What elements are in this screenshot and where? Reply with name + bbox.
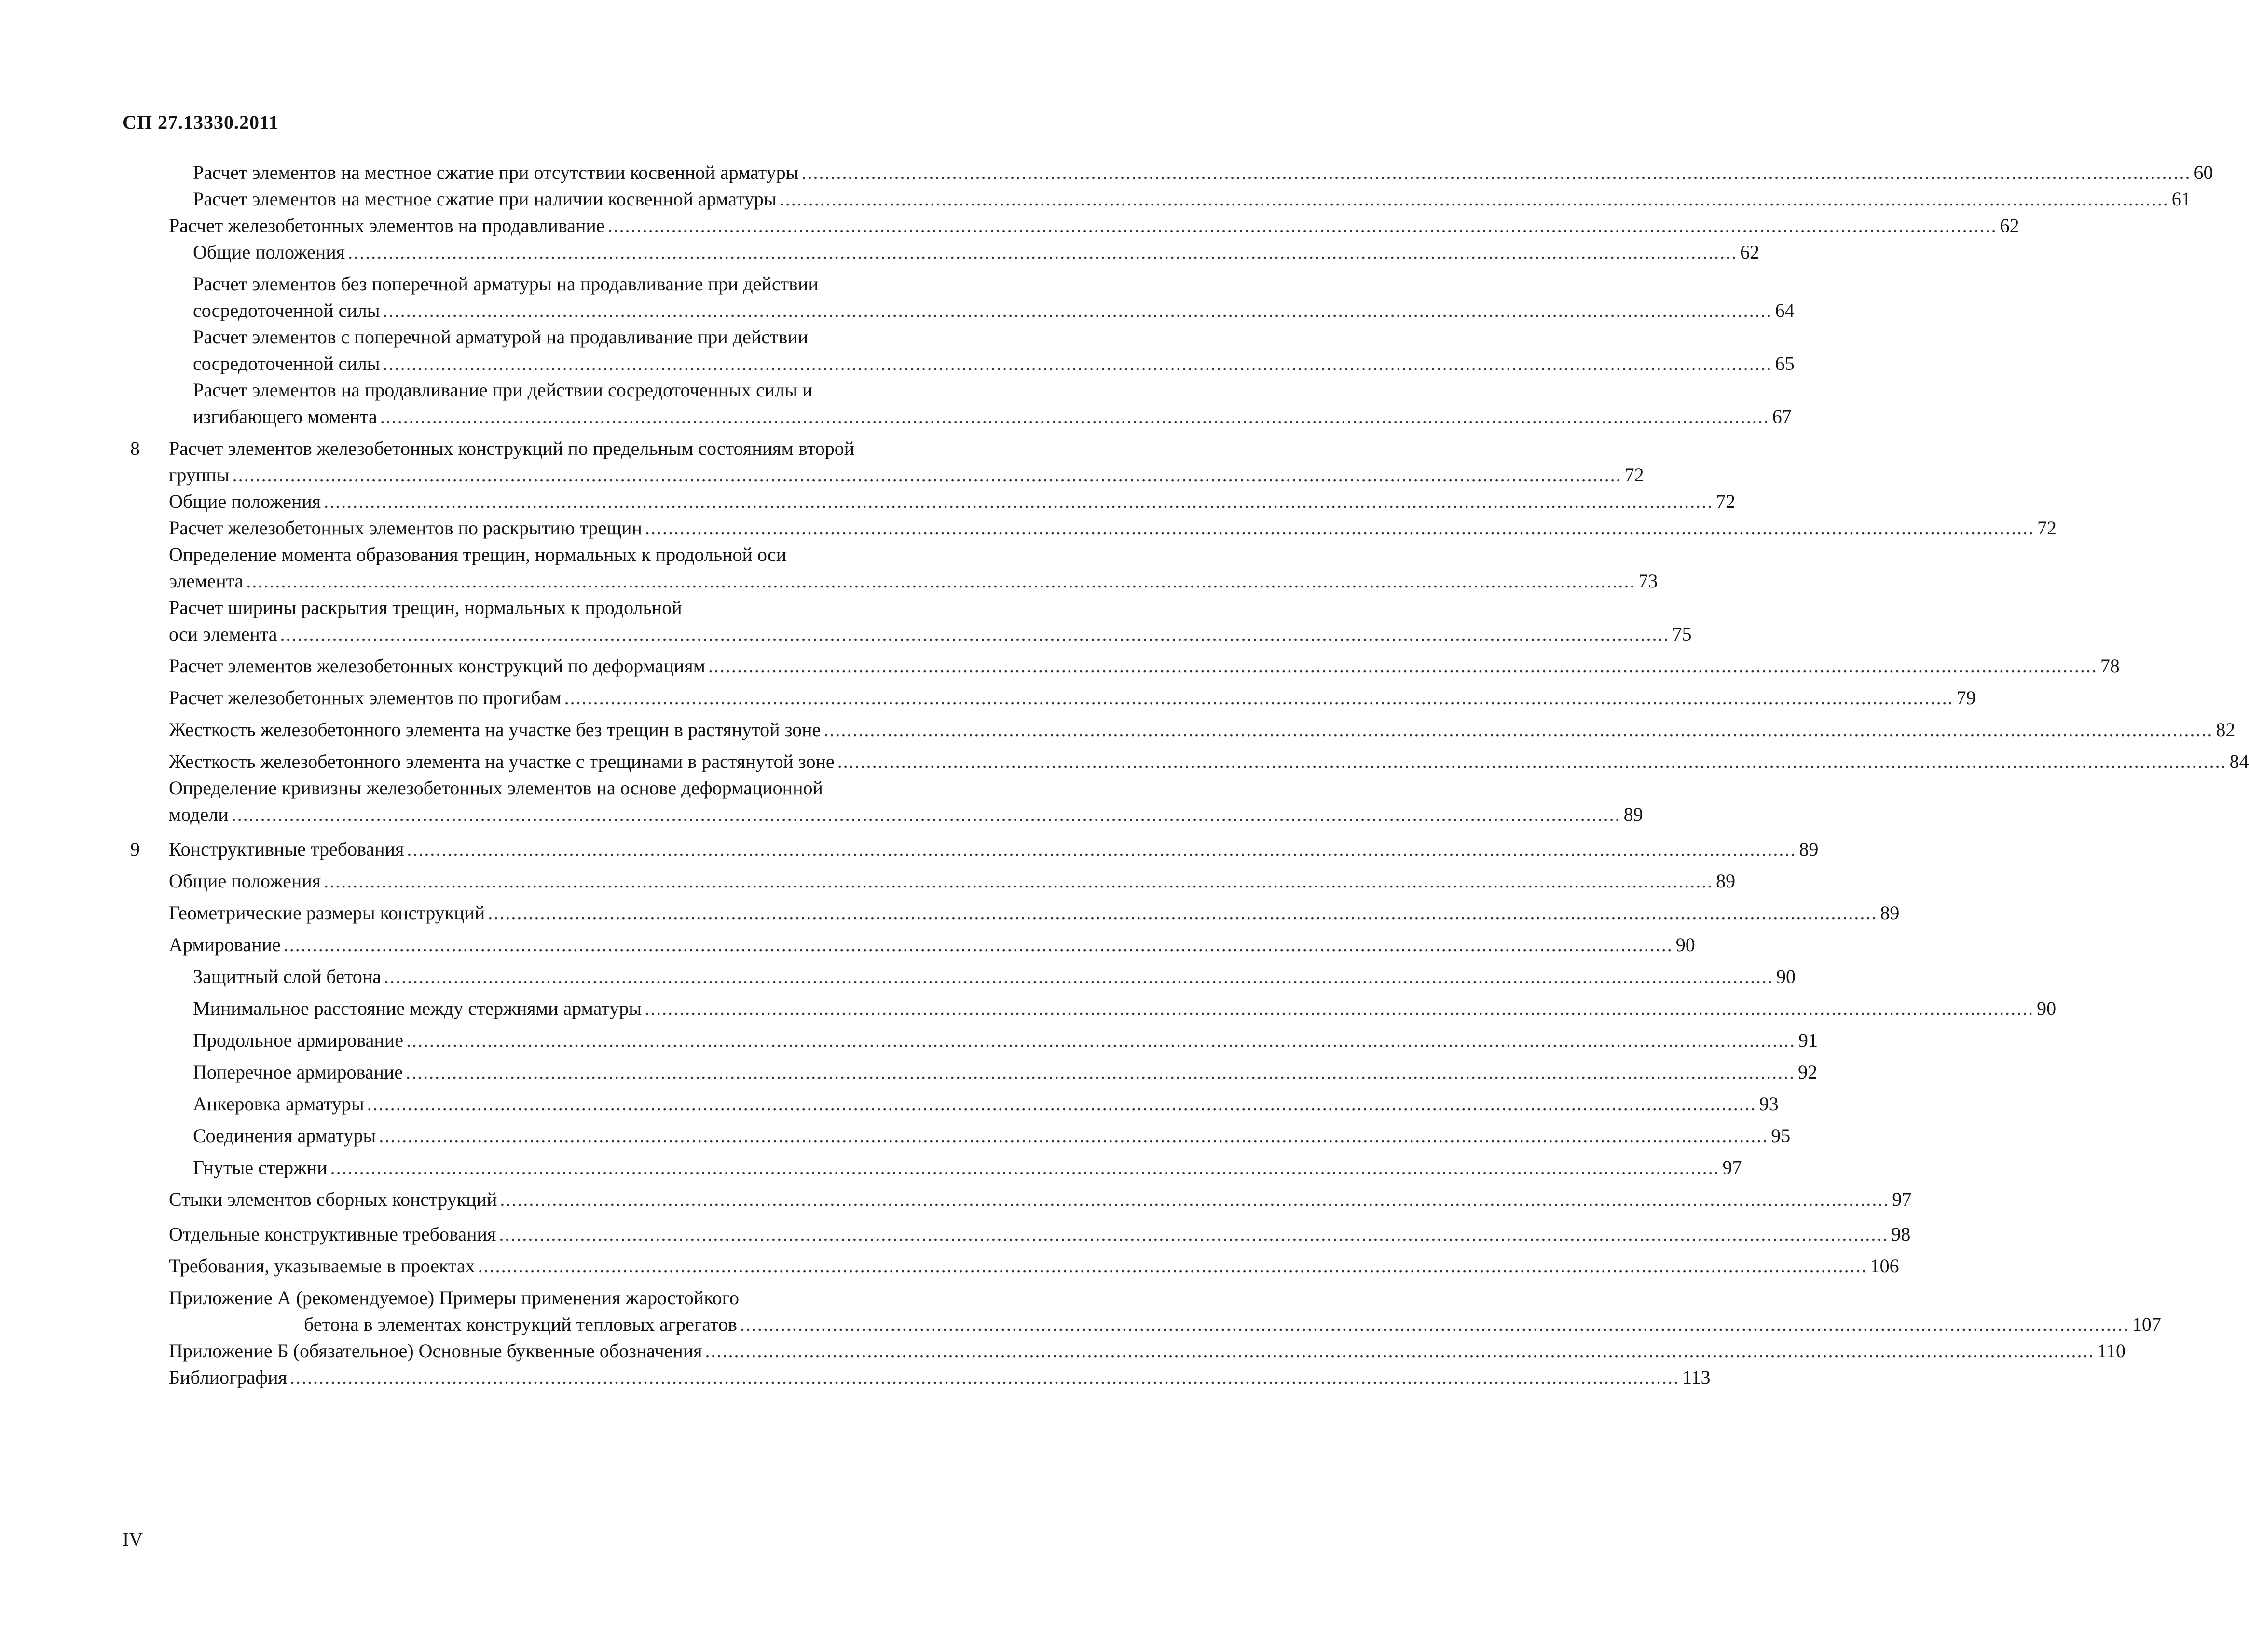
toc-entry[interactable] [123,377,1792,430]
toc-entry[interactable] [123,324,1795,377]
toc-entry[interactable] [123,931,1695,958]
leader-dots: ................................................................................................................................................................................................................................................ [779,188,2169,210]
toc-entry[interactable] [123,995,2057,1022]
toc-entry-title: Расчет ширины раскрытия трещин, нормальных к продольной [169,597,682,618]
document-code-header: СП 27.13330.2011 [123,111,279,133]
leader-dots: ................................................................................................................................................................................................................................................ [801,162,2191,183]
toc-entry-title-cont: группы [169,464,230,486]
leader-dots: ................................................................................................................................................................................................................................................ [283,934,1673,956]
leader-dots: ................................................................................................................................................................................................................................................ [324,870,1714,892]
toc-entry-title: Общие положения [193,241,345,263]
toc-entry[interactable] [123,1186,1912,1213]
leader-dots: ................................................................................................................................................................................................................................................ [330,1157,1720,1178]
toc-entry[interactable] [123,1364,1711,1391]
toc-entry[interactable] [123,1027,1818,1053]
toc-page-number: 78 [2100,655,2120,677]
toc-entry-title: Приложение А (рекомендуемое) Примеры применения жаростойкого [169,1287,740,1309]
toc-entry-title: Гнутые стержни [193,1157,328,1178]
toc-page-number: 98 [1891,1223,1911,1245]
toc-entry-title: Расчет элементов с поперечной арматурой на продавливание при действии [193,326,809,348]
toc-page-number: 75 [1672,623,1692,645]
toc-entry[interactable] [123,186,2191,212]
page-number-roman: IV [123,1529,143,1550]
toc-page-number: 90 [1675,934,1695,956]
toc-page-number: 72 [1624,464,1644,486]
leader-dots: ................................................................................................................................................................................................................................................ [406,1061,1796,1083]
toc-entry[interactable] [123,1154,1742,1181]
toc-entry-title: Требования, указываемые в проектах [169,1255,475,1277]
toc-page-number: 72 [2037,517,2057,539]
toc-entry-title: Защитный слой бетона [193,966,381,987]
toc-entry[interactable] [123,239,1760,265]
toc-entry-title: Расчет железобетонных элементов по прогибам [169,687,562,709]
toc-entry-title: Соединения арматуры [193,1125,376,1147]
toc-entry-title: Армирование [169,934,281,956]
toc-entry-title: Приложение Б (обязательное) Основные буквенные обозначения [169,1340,702,1362]
toc-entry-title: Расчет элементов на местное сжатие при наличии косвенной арматуры [193,188,777,210]
toc-entry[interactable] [123,435,1644,488]
toc-page-number: 95 [1771,1125,1791,1147]
toc-entry-title: Определение кривизны железобетонных элементов на основе деформационной [169,777,823,799]
toc-page-number: 91 [1798,1029,1818,1051]
leader-dots: ................................................................................................................................................................................................................................................ [823,719,2213,740]
toc-page-number: 79 [1956,687,1976,709]
toc-entry-title-cont: оси элемента [169,623,277,645]
toc-entry-title: Геометрические размеры конструкций [169,902,485,924]
toc-page-number: 92 [1798,1061,1818,1083]
leader-dots: ................................................................................................................................................................................................................................................ [367,1093,1756,1115]
leader-dots: ................................................................................................................................................................................................................................................ [607,215,1997,236]
toc-page-number: 93 [1759,1093,1779,1115]
toc-entry[interactable] [123,594,1692,647]
toc-entry[interactable] [123,488,1736,515]
toc-page-number: 82 [2216,719,2235,740]
toc-entry-title: Расчет элементов на местное сжатие при отсутствии косвенной арматуры [193,162,799,183]
leader-dots: ................................................................................................................................................................................................................................................ [383,300,1772,321]
toc-entry-title: Отдельные конструктивные требования [169,1223,496,1245]
toc-entry-title: Расчет элементов без поперечной арматуры на продавливание при действии [193,273,819,295]
toc-page-number: 73 [1638,570,1658,592]
toc-page-number: 90 [2037,997,2057,1019]
leader-dots: ................................................................................................................................................................................................................................................ [645,517,2034,539]
toc-entry-title: Общие положения [169,491,321,512]
leader-dots: ................................................................................................................................................................................................................................................ [246,570,1636,592]
toc-entry[interactable] [123,716,2235,743]
toc-entry-title-cont: сосредоточенной силы [193,353,380,374]
toc-entry[interactable] [123,159,2213,186]
toc-entry[interactable] [123,1284,2161,1338]
toc-entry-title: Расчет элементов железобетонных конструкций по предельным состояниям второй [169,437,855,459]
toc-page-number: 89 [1716,870,1736,892]
toc-page-number: 89 [1623,804,1643,825]
toc-entry[interactable] [123,541,1658,594]
toc-entry-title: Расчет железобетонных элементов на продавливание [169,215,605,236]
leader-dots: ................................................................................................................................................................................................................................................ [705,1340,2095,1362]
leader-dots: ................................................................................................................................................................................................................................................ [280,623,1670,645]
toc-page-number: 67 [1772,406,1792,427]
toc-page-number: 110 [2097,1340,2126,1362]
toc-page-number: 97 [1722,1157,1742,1178]
leader-dots: ................................................................................................................................................................................................................................................ [406,1029,1796,1051]
leader-dots: ................................................................................................................................................................................................................................................ [384,966,1773,987]
toc-page-number: 97 [1892,1188,1912,1210]
leader-dots: ................................................................................................................................................................................................................................................ [232,464,1622,486]
toc-page-number: 90 [1776,966,1796,987]
leader-dots: ................................................................................................................................................................................................................................................ [289,1366,1679,1388]
toc-entry-title: Расчет элементов на продавливание при действии сосредоточенных силы и [193,379,813,401]
section-number: 8 [130,437,140,459]
toc-entry-title-cont: бетона в элементах конструкций тепловых агрегатов [304,1313,737,1335]
toc-page-number: 107 [2132,1313,2161,1335]
leader-dots: ................................................................................................................................................................................................................................................ [478,1255,1867,1277]
toc-page-number: 113 [1682,1366,1711,1388]
section-number: 9 [130,838,140,860]
toc-entry[interactable] [123,748,2249,775]
toc-page-number: 89 [1799,838,1819,860]
toc-entry-title-cont: сосредоточенной силы [193,300,380,321]
toc-entry[interactable] [123,653,2120,679]
toc-entry[interactable] [123,963,1796,990]
toc-page-number: 84 [2229,751,2249,772]
toc-page-number: 106 [1870,1255,1899,1277]
leader-dots: ................................................................................................................................................................................................................................................ [383,353,1772,374]
toc-entry-title: Расчет железобетонных элементов по раскрытию трещин [169,517,642,539]
toc-entry-title: Жесткость железобетонного элемента на участке без трещин в растянутой зоне [169,719,821,740]
toc-entry[interactable] [123,775,1643,828]
toc-entry-title: Определение момента образования трещин, нормальных к продольной оси [169,544,787,565]
toc-page-number: 72 [1716,491,1736,512]
leader-dots: ................................................................................................................................................................................................................................................ [499,1223,1889,1245]
leader-dots: ................................................................................................................................................................................................................................................ [488,902,1878,924]
leader-dots: ................................................................................................................................................................................................................................................ [379,1125,1769,1147]
leader-dots: ................................................................................................................................................................................................................................................ [380,406,1769,427]
toc-entry[interactable] [123,1253,1899,1279]
toc-entry[interactable] [123,271,1795,324]
toc-entry[interactable] [123,900,1900,926]
toc-entry-title: Продольное армирование [193,1029,403,1051]
toc-entry-title: Жесткость железобетонного элемента на участке с трещинами в растянутой зоне [169,751,835,772]
toc-entry-title: Библиография [169,1366,287,1388]
toc-entry[interactable] [123,1091,1779,1117]
leader-dots: ................................................................................................................................................................................................................................................ [645,997,2034,1019]
toc-entry[interactable] [123,836,1819,862]
toc-page-number: 65 [1775,353,1795,374]
toc-page-number: 60 [2194,162,2213,183]
toc-entry-title: Конструктивные требования [169,838,404,860]
toc-page-number: 62 [2000,215,2019,236]
toc-entry[interactable] [123,684,1976,711]
leader-dots: ................................................................................................................................................................................................................................................ [708,655,2098,677]
toc-entry-title: Общие положения [169,870,321,892]
leader-dots: ................................................................................................................................................................................................................................................ [564,687,1954,709]
toc-page-number: 89 [1880,902,1900,924]
toc-page-number: 64 [1775,300,1795,321]
leader-dots: ................................................................................................................................................................................................................................................ [231,804,1621,825]
table-of-contents [123,159,2249,1391]
toc-entry[interactable] [123,868,1736,894]
leader-dots: ................................................................................................................................................................................................................................................ [740,1313,2129,1335]
leader-dots: ................................................................................................................................................................................................................................................ [407,838,1796,860]
toc-entry-title: Поперечное армирование [193,1061,403,1083]
toc-page-number: 61 [2171,188,2191,210]
toc-entry-title-cont: модели [169,804,229,825]
leader-dots: ................................................................................................................................................................................................................................................ [324,491,1714,512]
leader-dots: ................................................................................................................................................................................................................................................ [500,1188,1890,1210]
toc-page-number: 62 [1740,241,1760,263]
toc-entry[interactable] [123,1122,1791,1149]
toc-entry[interactable] [123,1338,2126,1364]
toc-entry-title-cont: изгибающего момента [193,406,377,427]
toc-entry-title: Анкеровка арматуры [193,1093,364,1115]
leader-dots: ................................................................................................................................................................................................................................................ [837,751,2227,772]
leader-dots: ................................................................................................................................................................................................................................................ [348,241,1738,263]
toc-entry-title: Расчет элементов железобетонных конструкций по деформациям [169,655,705,677]
toc-entry-title-cont: элемента [169,570,244,592]
toc-entry-title: Стыки элементов сборных конструкций [169,1188,497,1210]
toc-entry-title: Минимальное расстояние между стержнями арматуры [193,997,642,1019]
toc-entry[interactable] [123,1221,1911,1247]
toc-entry[interactable] [123,1059,1818,1085]
toc-entry[interactable] [123,515,2057,541]
toc-entry[interactable] [123,212,2019,239]
